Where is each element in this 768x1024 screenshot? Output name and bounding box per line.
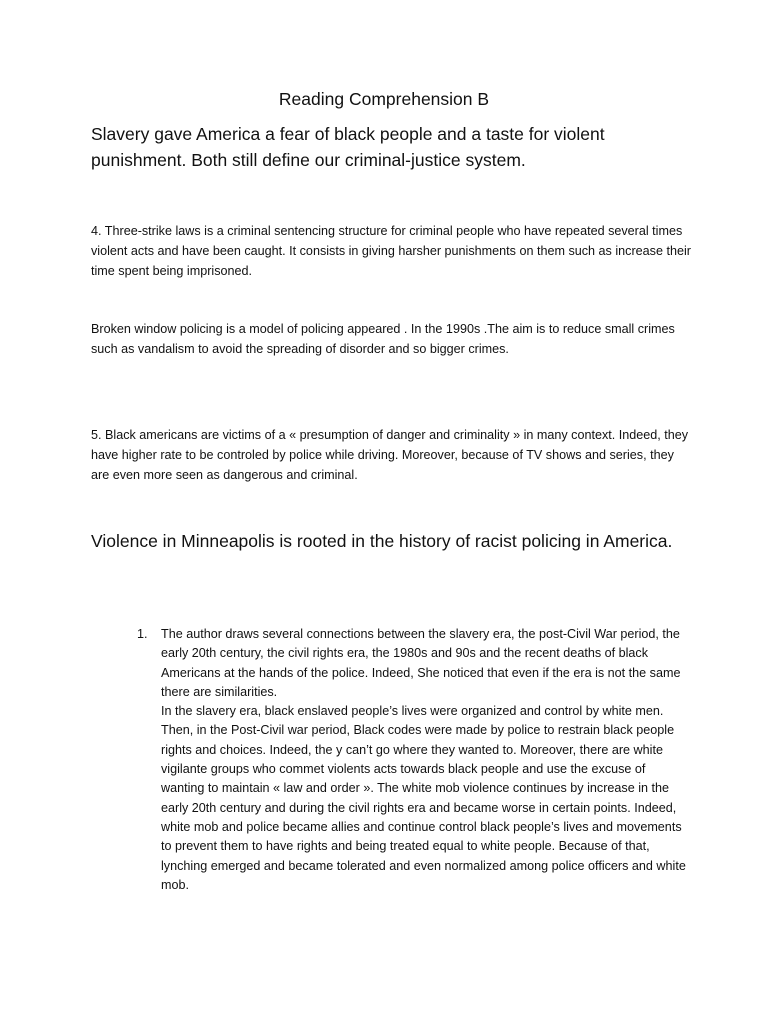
list-paragraph-1: The author draws several connections between the slavery era, the post-Civil War period, the early 20th century, the civil rights era, the 1980s and 90s and the recent deaths of black Americans at the hands of the police. Indeed, She noticed that even if the era is not the same there are similarities. (161, 627, 681, 699)
question-5-answer: 5. Black americans are victims of a « presumption of danger and criminality » in many context. Indeed, they have higher rate to be controled by police while driving. Moreover, because of TV shows and series, they are even more seen as dangerous and criminal. (91, 428, 689, 482)
list-paragraph-2: In the slavery era, black enslaved people’s lives were organized and control by white men. (161, 704, 664, 719)
broken-window-paragraph: Broken window policing is a model of policing appeared . In the 1990s .The aim is to reduce small crimes such as vandalism to avoid the spreading of disorder and so bigger crimes. (91, 322, 675, 356)
list-marker: 1. (137, 627, 148, 641)
document-title: Reading Comprehension B (278, 89, 490, 109)
list-paragraph-3: Then, in the Post-Civil war period, Black codes were made by police to restrain black people rights and choices. Indeed, the y can’t go where they wanted to. Moreover, there are white vigilante groups who commet violents acts towards black people and use the excuse of wanting to maintain « law and order ». The white mob violence continues by increase in the early 20th century and during the civil rights era and became worse in certain points. Indeed, white mob and police became allies and continue control black people’s lives and movements to prevent them to have rights and being treated equal to white people. Because of that, lynching emerged and became tolerated and even normalized among police officers and white mob. (161, 723, 686, 892)
list-item (137, 625, 687, 895)
question-4-answer (91, 221, 691, 281)
section1-heading: Slavery gave America a fear of black people and a taste for violent punishment. Both still define our criminal-justice system. (91, 124, 605, 170)
answer-list (137, 625, 687, 895)
section2-heading: Violence in Minneapolis is rooted in the history of racist policing in America. (91, 531, 673, 551)
question-4-text: Three-strike laws is a criminal sentencing structure for criminal people who have repeated several times violent acts and have been caught. It consists in giving harsher punishments on them such as increase their time spent being imprisoned. (91, 224, 691, 278)
question-4-number: 4. (91, 224, 102, 238)
